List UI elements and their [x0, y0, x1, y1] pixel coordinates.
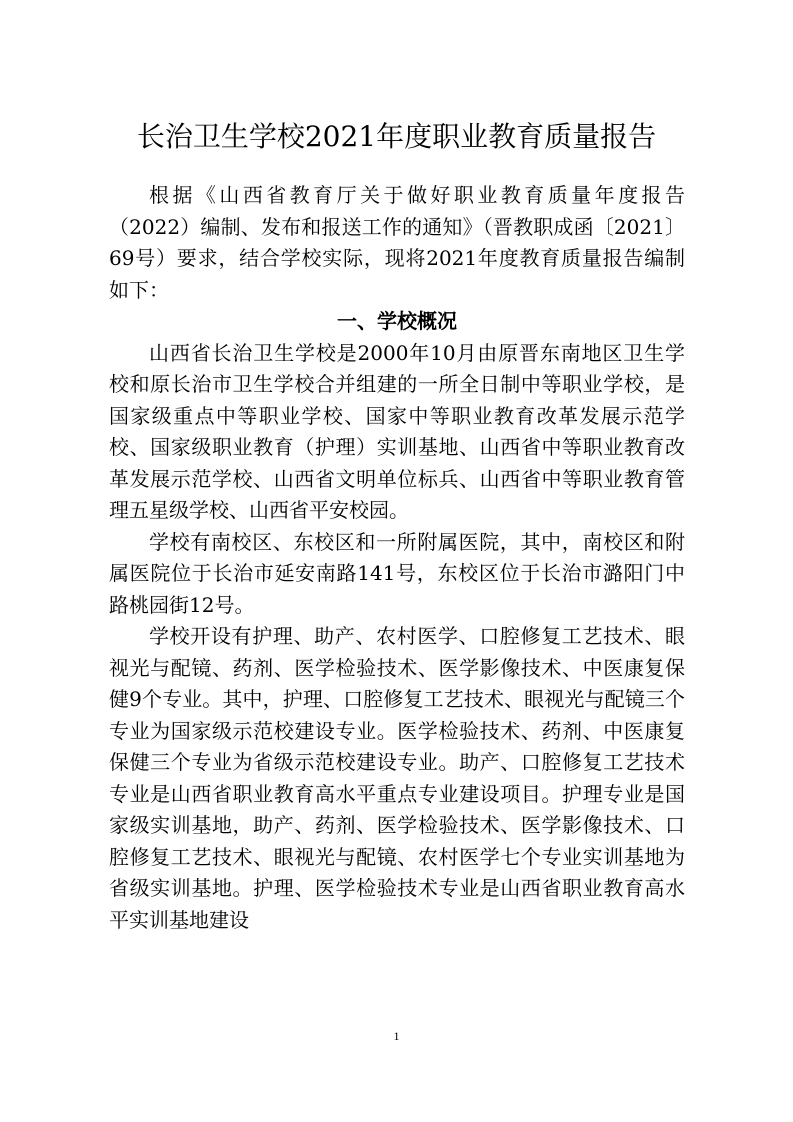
body-paragraph-3: 学校开设有护理、助产、农村医学、口腔修复工艺技术、眼视光与配镜、药剂、医学检验技术、医学影像技术、中医康复保健9个专业。其中，护理、口腔修复工艺技术、眼视光与配镜三个专业为国家级示范校建设专业。医学检验技术、药剂、中医康复保健三个专业为省级示范校建设专业。助产、口腔修复工艺技术专业是山西省职业教育高水平重点专业建设项目。护理专业是国家级实训基地，助产、药剂、医学检验技术、医学影像技术、口腔修复工艺技术、眼视光与配镜、农村医学七个专业实训基地为省级实训基地。护理、医学检验技术专业是山西省职业教育高水平实训基地建设: [109, 624, 685, 932]
page-number: 1: [393, 1029, 400, 1043]
document-body: [109, 180, 685, 936]
section-heading: 一、学校概况: [337, 309, 457, 333]
intro-paragraph: 根据《山西省教育厅关于做好职业教育质量年度报告（2022）编制、发布和报送工作的通知》（晋教职成函〔2021〕69号）要求，结合学校实际，现将2021年度教育质量报告编制如下：: [109, 183, 685, 302]
body-paragraph-2: 学校有南校区、东校区和一所附属医院，其中，南校区和附属医院位于长治市延安南路141号，东校区位于长治市潞阳门中路桃园街12号。: [109, 529, 685, 617]
document-title: 长治卫生学校2021年度职业教育质量报告: [136, 119, 657, 153]
body-paragraph-1: 山西省长治卫生学校是2000年10月由原晋东南地区卫生学校和原长治市卫生学校合并组建的一所全日制中等职业学校，是国家级重点中等职业学校、国家中等职业教育改革发展示范学校、国家级职业教育（护理）实训基地、山西省中等职业教育改革发展示范学校、山西省文明单位标兵、山西省中等职业教育管理五星级学校、山西省平安校园。: [109, 340, 685, 522]
